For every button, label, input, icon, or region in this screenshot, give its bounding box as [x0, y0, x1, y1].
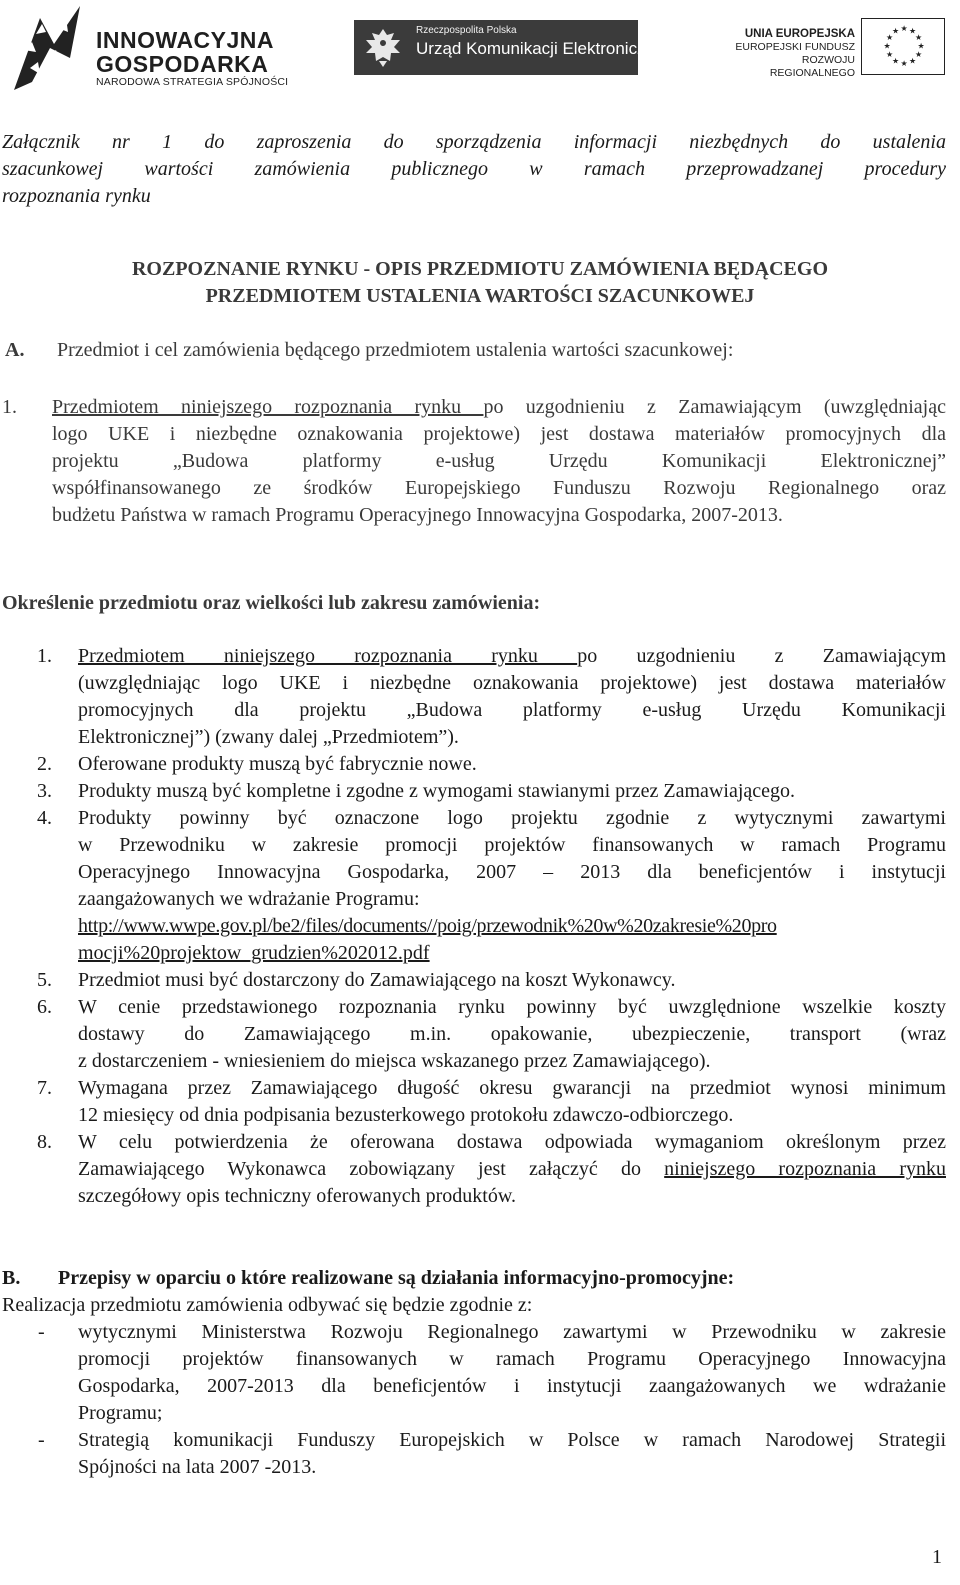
scope-item1-number: 1.: [37, 645, 52, 667]
section-a-line3: projektu „Budowa platformy e-usług Urzędu Komunikacji Elektronicznej”: [52, 450, 946, 472]
scope-item6-number: 6.: [37, 996, 52, 1018]
svg-text:★: ★: [900, 59, 908, 68]
section-b-bullet2-line1: Strategią komunikacji Funduszy Europejskich w Polsce w ramach Narodowej Strategii: [78, 1429, 946, 1451]
scope-item7: [78, 1075, 946, 1129]
scope-item6-line3: z dostarczeniem - wniesieniem do miejsca wskazanego przez Zamawiającego).: [78, 1050, 711, 1072]
header-logos: [0, 0, 960, 100]
svg-text:★: ★: [909, 56, 917, 66]
section-b-bullet1-line3: Gospodarka, 2007-2013 dla beneficjentów i instytucji zaangażowanych we wdrażanie: [78, 1375, 946, 1397]
section-a-line5: budżetu Państwa w ramach Programu Operacyjnego Innowacyjna Gospodarka, 2007-2013.: [52, 504, 783, 526]
guide-link-line1[interactable]: http://www.wwpe.gov.pl/be2/files/documents//poig/przewodnik%20w%20zakresie%20pro: [78, 915, 777, 937]
section-b-bullet2: [78, 1427, 946, 1481]
section-a-line4: współfinansowanego ze środków Europejskiego Funduszu Rozwoju Regionalnego oraz: [52, 477, 946, 499]
svg-text:★: ★: [892, 56, 900, 66]
uke-logo-name: Urząd Komunikacji Elektronicznej: [416, 39, 669, 58]
eu-logo-line2: EUROPEJSKI FUNDUSZ: [735, 41, 855, 53]
svg-text:★: ★: [917, 41, 925, 51]
section-a-paragraph: [52, 394, 946, 529]
ig-logo-line3: NARODOWA STRATEGIA SPÓJNOŚCI: [96, 76, 289, 88]
section-a-title: Przedmiot i cel zamówienia będącego przedmiotem ustalenia wartości szacunkowej:: [57, 339, 734, 361]
section-b-bullet1-line4: Programu;: [78, 1402, 163, 1424]
scope-item5-number: 5.: [37, 969, 52, 991]
section-b-bullet2-dash: -: [38, 1429, 45, 1451]
scope-item4: [78, 805, 946, 913]
scope-item4-line1: Produkty powinny być oznaczone logo projektu zgodnie z wytycznymi zawartymi: [78, 807, 946, 829]
eu-stars-icon: [862, 19, 943, 73]
section-b-bullet1: [78, 1319, 946, 1427]
scope-item7-line1: Wymagana przez Zamawiającego długość okresu gwarancji na przedmiot wynosi minimum: [78, 1077, 946, 1099]
scope-item4-line3: Operacyjnego Innowacyjna Gospodarka, 2007 – 2013 dla beneficjentów i instytucji: [78, 861, 946, 883]
scope-item1: [78, 643, 946, 751]
section-a-line2: logo UKE i niezbędne oznakowania projektowe) jest dostawa materiałów promocyjnych dla: [52, 423, 946, 445]
guide-link-line2[interactable]: mocji%20projektow_grudzien%202012.pdf: [78, 942, 430, 964]
eu-flag-icon: [861, 18, 945, 75]
eu-logo-line1: UNIA EUROPEJSKA: [744, 28, 855, 40]
intro-line2: szacunkowej wartości zamówienia publicznego w ramach przeprowadzanej procedury: [2, 158, 946, 180]
section-a-item-number: 1.: [2, 396, 17, 418]
section-b-title: Przepisy w oparciu o które realizowane są działania informacyjno-promocyjne:: [58, 1267, 735, 1289]
scope-item1-line1-rest: po uzgodnieniu z Zamawiającym: [577, 645, 947, 667]
scope-item4-line4: zaangażowanych we wdrażanie Programu:: [78, 888, 420, 910]
scope-item6-line2: dostawy do Zamawiającego m.in. opakowanie, ubezpieczenie, transport (wraz: [78, 1023, 946, 1045]
scope-item8-underlined: niniejszego rozpoznania rynku: [664, 1158, 946, 1180]
svg-text:★: ★: [883, 41, 891, 51]
page-title: [0, 256, 960, 310]
scope-item6-line1: W cenie przedstawionego rozpoznania rynku powinny być uwzględnione wszelkie koszty: [78, 996, 946, 1018]
scope-item5: Przedmiot musi być dostarczony do Zamawiającego na koszt Wykonawcy.: [78, 969, 676, 991]
section-a-line1: [52, 394, 946, 421]
ig-logo-line1: INNOWACYJNA: [96, 27, 275, 53]
scope-heading: Określenie przedmiotu oraz wielkości lub zakresu zamówienia:: [2, 592, 541, 614]
scope-item4-number: 4.: [37, 807, 52, 829]
scope-item1-underlined: Przedmiotem niniejszego rozpoznania rynku: [78, 645, 578, 667]
innowacyjna-gospodarka-logo: [10, 4, 300, 92]
scope-item6: [78, 994, 946, 1075]
scope-item8: [78, 1129, 946, 1210]
scope-item7-line2: 12 miesięcy od dnia podpisania bezusterkowego protokołu zdawczo-odbiorczego.: [78, 1104, 734, 1126]
eu-logo-text: [715, 28, 855, 80]
scope-item4-line2: w Przewodniku w zakresie promocji projektów finansowanych w ramach Programu: [78, 834, 946, 856]
scope-item2: Oferowane produkty muszą być fabrycznie nowe.: [78, 753, 477, 775]
svg-text:★: ★: [915, 33, 923, 42]
scope-item8-line2: [78, 1156, 946, 1183]
section-a-line1-rest: po uzgodnieniu z Zamawiającym (uwzględniając: [483, 396, 946, 418]
scope-item8-line3: szczegółowy opis techniczny oferowanych produktów.: [78, 1185, 517, 1207]
scope-item1-line4: Elektronicznej”) (zwany dalej „Przedmiotem”).: [78, 726, 459, 748]
section-b-bullet1-dash: -: [38, 1321, 45, 1343]
svg-text:★: ★: [892, 26, 900, 36]
title-line2: PRZEDMIOTEM USTALENIA WARTOŚCI SZACUNKOWEJ: [205, 285, 755, 307]
svg-text:★: ★: [909, 26, 917, 36]
uke-logo-small-text: Rzeczpospolita Polska: [416, 25, 517, 36]
intro-line3: rozpoznania rynku: [2, 185, 151, 207]
scope-item1-line2: (uwzględniając logo UKE i niezbędne oznakowania projektowe) jest dostawa materiałów: [78, 672, 946, 694]
eu-logo-line3: ROZWOJU REGIONALNEGO: [769, 54, 855, 79]
scope-item3-number: 3.: [37, 780, 52, 802]
svg-text:★: ★: [886, 50, 894, 59]
intro-line1: Załącznik nr 1 do zaproszenia do sporządzenia informacji niezbędnych do ustalenia: [2, 131, 946, 153]
intro-paragraph: [2, 129, 946, 210]
svg-text:★: ★: [900, 24, 908, 33]
section-b-bullet2-line2: Spójności na lata 2007 -2013.: [78, 1456, 317, 1478]
scope-item8-line2-start: Zamawiającego Wykonawca zobowiązany jest załączyć do: [78, 1158, 665, 1180]
scope-item1-line1: [78, 643, 946, 670]
eagle-emblem-icon: [360, 25, 406, 71]
scope-item8-number: 8.: [37, 1131, 52, 1153]
ig-logo-line2: GOSPODARKA: [96, 51, 269, 77]
ig-emblem-icon: [10, 4, 90, 92]
svg-text:★: ★: [886, 33, 894, 42]
section-b-intro: Realizacja przedmiotu zamówienia odbywać się będzie zgodnie z:: [2, 1294, 533, 1316]
title-line1: ROZPOZNANIE RYNKU - OPIS PRZEDMIOTU ZAMÓWIENIA BĘDĄCEGO: [131, 258, 829, 280]
page-number: 1: [932, 1546, 942, 1568]
section-a-label: A.: [5, 339, 25, 361]
scope-item2-number: 2.: [37, 753, 52, 775]
section-b-label: B.: [2, 1267, 21, 1289]
svg-text:★: ★: [915, 50, 923, 59]
uke-logo: [354, 20, 669, 75]
scope-item1-line3: promocyjnych dla projektu „Budowa platformy e-usług Urzędu Komunikacji: [78, 699, 946, 721]
scope-item7-number: 7.: [37, 1077, 52, 1099]
section-b-bullet1-line1: wytycznymi Ministerstwa Rozwoju Regionalnego zawartymi w Przewodniku w zakresie: [78, 1321, 946, 1343]
scope-item8-line1: W celu potwierdzenia że oferowana dostawa odpowiada wymaganiom określonym przez: [78, 1131, 946, 1153]
section-b-bullet1-line2: promocji projektów finansowanych w ramach Programu Operacyjnego Innowacyjna: [78, 1348, 946, 1370]
scope-item3: Produkty muszą być kompletne i zgodne z wymogami stawianymi przez Zamawiającego.: [78, 780, 796, 802]
section-a-underlined: Przedmiotem niniejszego rozpoznania rynku: [52, 396, 484, 418]
